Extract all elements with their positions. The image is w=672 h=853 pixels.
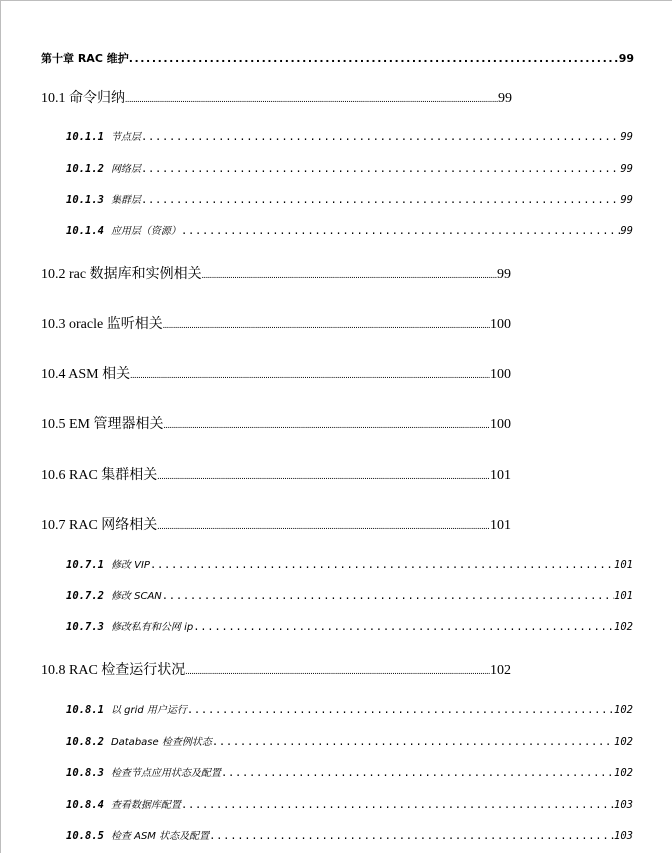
toc-page-number: 102 xyxy=(614,736,633,748)
toc-leader xyxy=(221,767,614,779)
toc-entry-title: 网络层 xyxy=(110,164,141,175)
toc-section-entry[interactable] xyxy=(41,87,512,107)
toc-entry-number: 10.8.1 xyxy=(66,704,104,716)
toc-leader xyxy=(209,830,614,842)
toc-section-entry[interactable] xyxy=(41,464,511,484)
toc-chapter-entry[interactable] xyxy=(41,50,634,66)
toc-subsection-entry[interactable] xyxy=(66,701,633,716)
toc-entry-title: 10.7 RAC 网络相关 xyxy=(41,518,158,533)
toc-entry-title: 10.3 oracle 监听相关 xyxy=(41,317,163,332)
toc-page-number: 101 xyxy=(490,518,511,533)
toc-entry-number: 10.8.2 xyxy=(66,736,104,748)
toc-page-number: 99 xyxy=(498,91,512,106)
toc-entry-number: 10.8.4 xyxy=(66,799,104,811)
toc-leader xyxy=(141,163,620,175)
toc-entry-number: 10.7.2 xyxy=(66,590,104,602)
toc-entry-title: 节点层 xyxy=(110,132,141,143)
toc-subsection-entry[interactable] xyxy=(66,764,633,779)
toc-leader xyxy=(162,590,614,602)
toc-entry-title: 检查节点应用状态及配置 xyxy=(110,768,221,779)
toc-entry-number: 10.1.4 xyxy=(66,225,104,237)
toc-subsection-entry[interactable] xyxy=(66,618,633,633)
toc-page-number: 102 xyxy=(614,767,633,779)
toc-page-number: 102 xyxy=(614,704,633,716)
toc-entry-title: 10.6 RAC 集群相关 xyxy=(41,468,158,483)
toc-entry-title: 修改 SCAN xyxy=(110,591,162,602)
toc-page-number: 101 xyxy=(614,559,633,571)
toc-leader xyxy=(125,94,498,104)
toc-leader xyxy=(141,194,620,206)
toc-subsection-entry[interactable] xyxy=(66,160,633,175)
toc-entry-title: 检查 ASM 状态及配置 xyxy=(110,831,210,842)
toc-subsection-entry[interactable] xyxy=(66,796,633,811)
toc-entry-title: 以 grid 用户运行 xyxy=(110,705,187,716)
toc-section-entry[interactable] xyxy=(41,514,511,534)
toc-page-number: 102 xyxy=(490,663,511,678)
toc-page-number: 99 xyxy=(620,194,633,206)
toc-page-number: 100 xyxy=(490,417,511,432)
toc-leader xyxy=(157,471,490,481)
toc-entry-number: 10.1.1 xyxy=(66,131,104,143)
toc-subsection-entry[interactable] xyxy=(66,733,633,748)
toc-page-number: 103 xyxy=(614,830,633,842)
toc-entry-title: 第十章 RAC 维护 xyxy=(41,52,129,65)
toc-entry-number: 10.1.3 xyxy=(66,194,104,206)
toc-entry-number: 10.8.5 xyxy=(66,830,104,842)
toc-entry-title: Database 检查例状态 xyxy=(110,737,212,748)
toc-entry-number: 10.7.1 xyxy=(66,559,104,571)
toc-leader xyxy=(202,270,497,280)
toc-entry-title: 修改私有和公网 ip xyxy=(110,622,194,633)
toc-leader xyxy=(157,521,490,531)
toc-page-number: 100 xyxy=(490,367,511,382)
toc-section-entry[interactable] xyxy=(41,413,511,433)
toc-page-number: 99 xyxy=(620,163,633,175)
toc-section-entry[interactable] xyxy=(41,363,511,383)
toc-entry-number: 10.7.3 xyxy=(66,621,104,633)
toc-page-number: 99 xyxy=(620,225,633,237)
toc-subsection-entry[interactable] xyxy=(66,587,633,602)
toc-leader xyxy=(163,320,490,330)
toc-page-number: 101 xyxy=(490,468,511,483)
toc-entry-title: 10.5 EM 管理器相关 xyxy=(41,417,164,432)
toc-leader xyxy=(187,704,614,716)
toc-page-number: 102 xyxy=(614,621,633,633)
toc-page-number: 99 xyxy=(618,52,634,65)
toc-page-number: 101 xyxy=(614,590,633,602)
toc-page-number: 103 xyxy=(614,799,633,811)
toc-subsection-entry[interactable] xyxy=(66,827,633,842)
toc-entry-title: 修改 VIP xyxy=(110,560,150,571)
toc-section-entry[interactable] xyxy=(41,659,511,679)
toc-subsection-entry[interactable] xyxy=(66,191,633,206)
toc-entry-title: 查看数据库配置 xyxy=(110,800,181,811)
toc-entry-title: 10.4 ASM 相关 xyxy=(41,367,131,382)
toc-leader xyxy=(130,370,490,380)
toc-page-number: 99 xyxy=(620,131,633,143)
toc-leader xyxy=(129,52,619,65)
toc-entry-title: 集群层 xyxy=(110,195,141,206)
toc-subsection-entry[interactable] xyxy=(66,222,633,237)
toc-section-entry[interactable] xyxy=(41,263,511,283)
toc-leader xyxy=(150,559,614,571)
toc-leader xyxy=(181,799,614,811)
toc-leader xyxy=(193,621,614,633)
toc-subsection-entry[interactable] xyxy=(66,128,633,143)
toc-entry-number: 10.8.3 xyxy=(66,767,104,779)
toc-subsection-entry[interactable] xyxy=(66,556,633,571)
toc-entry-title: 10.2 rac 数据库和实例相关 xyxy=(41,267,202,282)
toc-page-number: 100 xyxy=(490,317,511,332)
toc-leader xyxy=(181,225,620,237)
toc-entry-title: 10.8 RAC 检查运行状况 xyxy=(41,663,186,678)
toc-leader xyxy=(141,131,620,143)
toc-entry-title: 10.1 命令归纳 xyxy=(41,91,125,106)
toc-leader xyxy=(212,736,614,748)
toc-leader xyxy=(164,420,491,430)
toc-page-number: 99 xyxy=(497,267,511,282)
toc-leader xyxy=(185,666,490,676)
toc-section-entry[interactable] xyxy=(41,313,511,333)
toc-entry-title: 应用层（资源） xyxy=(110,226,181,237)
toc-entry-number: 10.1.2 xyxy=(66,163,104,175)
